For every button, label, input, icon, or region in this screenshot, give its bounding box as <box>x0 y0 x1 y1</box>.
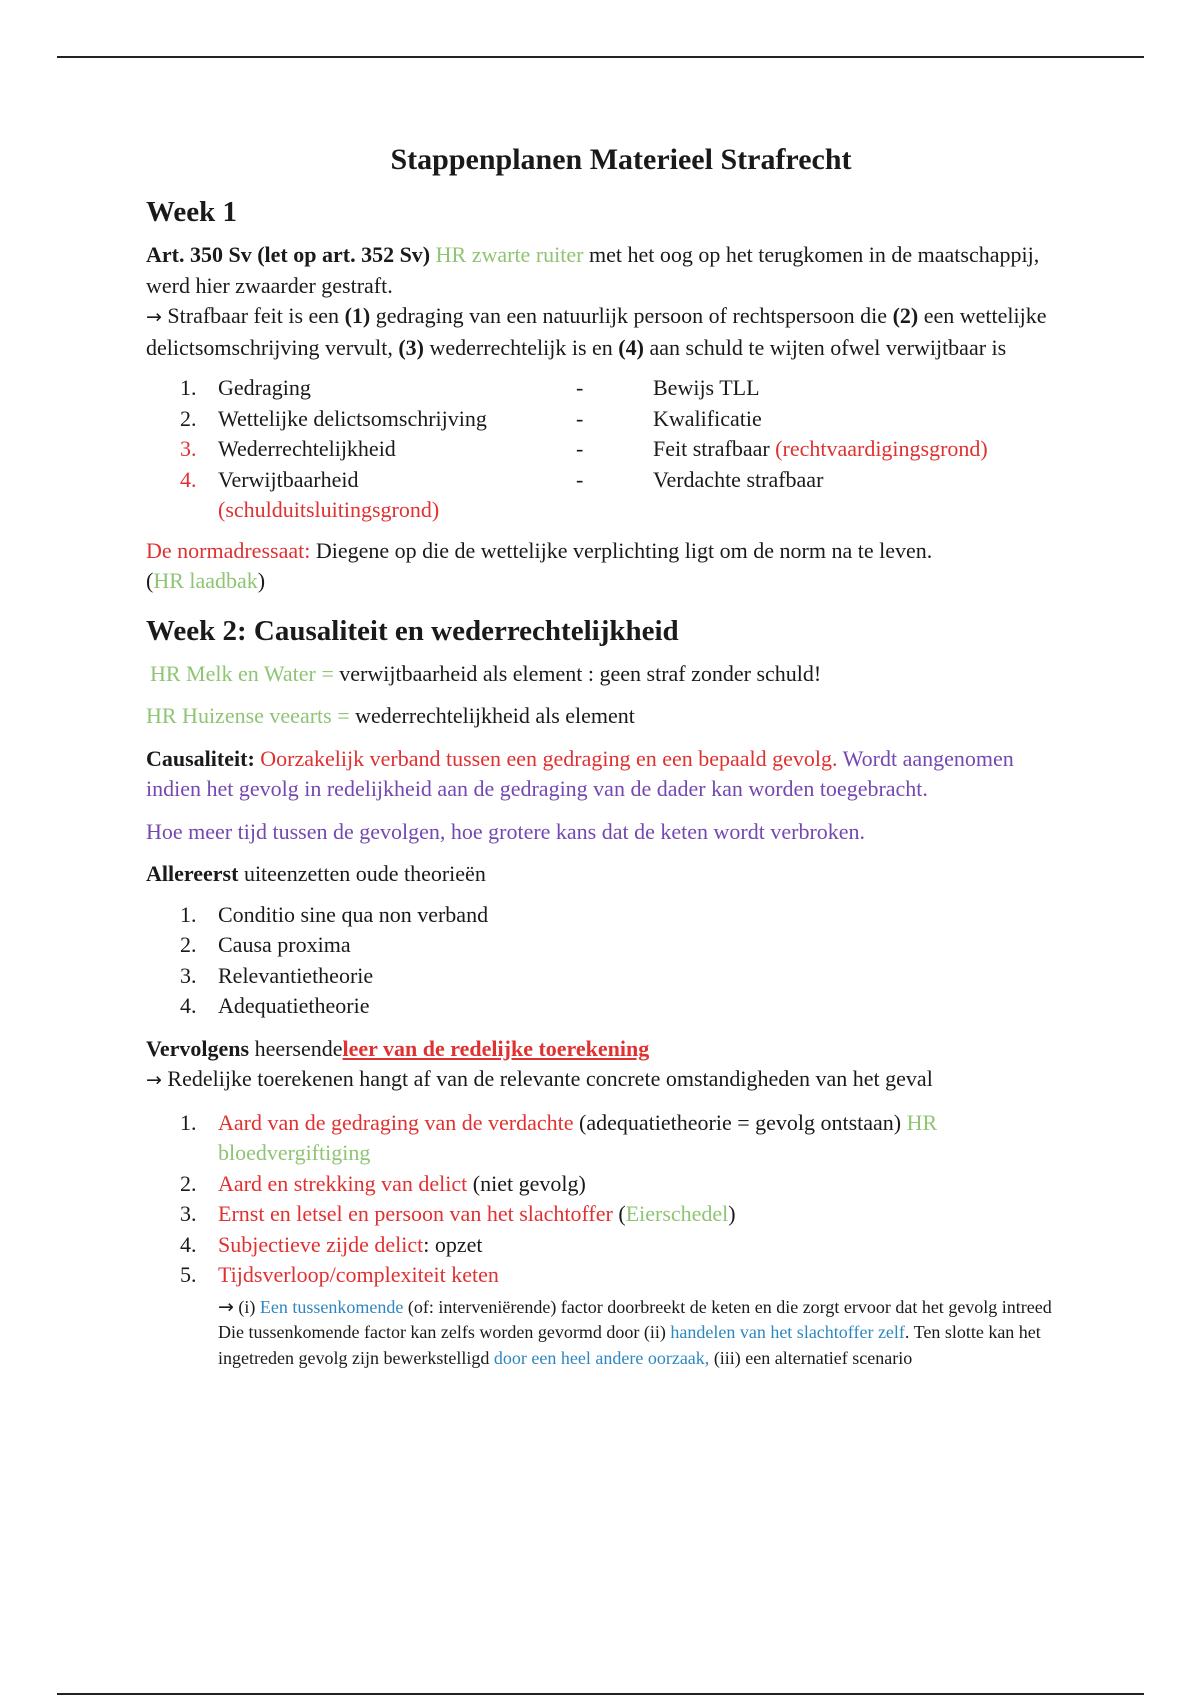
step-number: 3. <box>180 436 197 461</box>
bottom-rule <box>57 1693 1144 1695</box>
document-page <box>146 140 1066 1371</box>
case-melk-en-water: HR Melk en Water <box>150 660 316 686</box>
step-label: Verwijtbaarheid (schulduitsluitingsgrond) <box>218 466 440 522</box>
list-item: 4. Adequatietheorie <box>180 993 370 1018</box>
case-zwarte-ruiter: HR zwarte ruiter <box>435 242 584 267</box>
list-item: 3. Relevantietheorie <box>180 962 374 988</box>
step-label: Wederrechtelijkheid <box>218 436 396 461</box>
causaliteit-paragraph: Causaliteit: Oorzakelijk verband tussen een gedraging en een bepaald gevolg. Wordt aangenomen indien het gevolg in redelijkheid aan de gedraging van de dader kan worden toegebracht. <box>146 745 1014 801</box>
allereerst-paragraph: Allereerst uiteenzetten oude theorieën <box>146 861 486 886</box>
intro-rest: met het oog op het terugkomen in de maatschappij, werd hier zwaarder gestraft. <box>146 242 1040 298</box>
step-number: 2. <box>180 405 197 431</box>
normadressaat-paragraph: De normadressaat: Diegene op die de wettelijke verplichting ligt om de norm na te leven. (HR laadbak) <box>146 537 933 593</box>
list-item: 3. Ernst en letsel en persoon van het slachtoffer (Eierschedel) <box>180 1201 736 1226</box>
case-laadbak: HR laadbak <box>153 568 258 593</box>
factors-list <box>146 1108 1066 1291</box>
melk-en-water-line: HR Melk en Water = verwijtbaarheid als element : geen straf zonder schuld! <box>150 660 822 686</box>
article-reference: Art. 350 Sv (let op art. 352 Sv) <box>146 242 431 267</box>
redelijke-toerekening-link: leer van de redelijke toerekening <box>342 1035 650 1061</box>
step-dash: - <box>576 436 584 461</box>
document-title: Stappenplanen Materieel Strafrecht <box>390 143 852 176</box>
step-dash: - <box>576 466 584 492</box>
top-rule <box>57 56 1144 58</box>
step-label: Gedraging <box>218 375 311 400</box>
steps-table <box>146 373 1066 526</box>
step-number: 1. <box>180 375 197 400</box>
step-dash: - <box>576 375 584 400</box>
step-dash: - <box>576 405 584 431</box>
theories-list <box>146 900 1066 1022</box>
step-result: Verdachte strafbaar <box>653 466 824 492</box>
week2-heading: Week 2: Causaliteit en wederrechtelijkheid <box>146 614 679 647</box>
arrow-icon: → <box>218 1295 234 1318</box>
step-result: Bewijs TLL <box>653 375 760 400</box>
normadressaat-term: De normadressaat: <box>146 537 311 563</box>
tijd-paragraph: Hoe meer tijd tussen de gevolgen, hoe grotere kans dat de keten wordt verbroken. <box>146 818 866 844</box>
rechtvaardigingsgrond-note: (rechtvaardigingsgrond) <box>775 436 988 461</box>
step-result: Feit strafbaar (rechtvaardigingsgrond) <box>653 436 988 461</box>
arrow-icon: → <box>146 1069 162 1091</box>
step-number: 4. <box>180 466 197 492</box>
list-item: 4. Subjectieve zijde delict: opzet <box>180 1231 483 1257</box>
list-item: 5. Tijdsverloop/complexiteit keten <box>180 1262 499 1287</box>
step-label: Wettelijke delictsomschrijving <box>218 405 487 431</box>
strafbaar-feit-definition: → Strafbaar feit is een (1) gedraging van een natuurlijk persoon of rechtspersoon die (2) een wettelijke delictsomschrijving vervult, (3) wederrechtelijk is en (4) aan schuld te wijten ofwel verwijtbaar is <box>146 303 1047 360</box>
vervolgens-paragraph: Vervolgens heersendeleer van de redelijke toerekening <box>146 1035 650 1061</box>
arrow-icon: → <box>146 306 162 328</box>
case-huizense-veearts: HR Huizense veearts <box>146 703 332 728</box>
case-bloedvergiftiging: HR bloedvergiftiging <box>218 1109 938 1165</box>
list-item: 1. Conditio sine qua non verband <box>180 901 489 927</box>
toerekenen-line: → Redelijke toerekenen hangt af van de relevante concrete omstandigheden van het geval <box>146 1066 933 1091</box>
schulduitsluitingsgrond-note: (schulduitsluitingsgrond) <box>218 497 440 522</box>
keten-footnote: → (i) Een tussenkomende (of: interveniërende) factor doorbreekt de keten en die zorgt ervoor dat het gevolg intreed Die tussenkomende factor kan zelfs worden gevormd door (ii) handelen van het slachtoffer zelf. Ten slotte kan het ingetreden gevolg zijn bewerkstelligd door een heel andere oorzaak, (iii) een alternatief scenario <box>218 1295 1052 1368</box>
step-result: Kwalificatie <box>653 405 762 431</box>
week1-heading: Week 1 <box>146 196 238 228</box>
list-item: 2. Causa proxima <box>180 932 351 957</box>
list-item: 1. Aard van de gedraging van de verdachte (adequatietheorie = gevolg ontstaan) HR bloedvergiftiging <box>180 1109 938 1165</box>
week1-intro <box>146 240 1066 301</box>
huizense-veearts-line: HR Huizense veearts = wederrechtelijkheid als element <box>146 703 635 728</box>
case-eierschedel: Eierschedel <box>625 1201 729 1226</box>
causaliteit-term: Causaliteit: <box>146 745 255 771</box>
list-item: 2. Aard en strekking van delict (niet gevolg) <box>180 1170 586 1196</box>
